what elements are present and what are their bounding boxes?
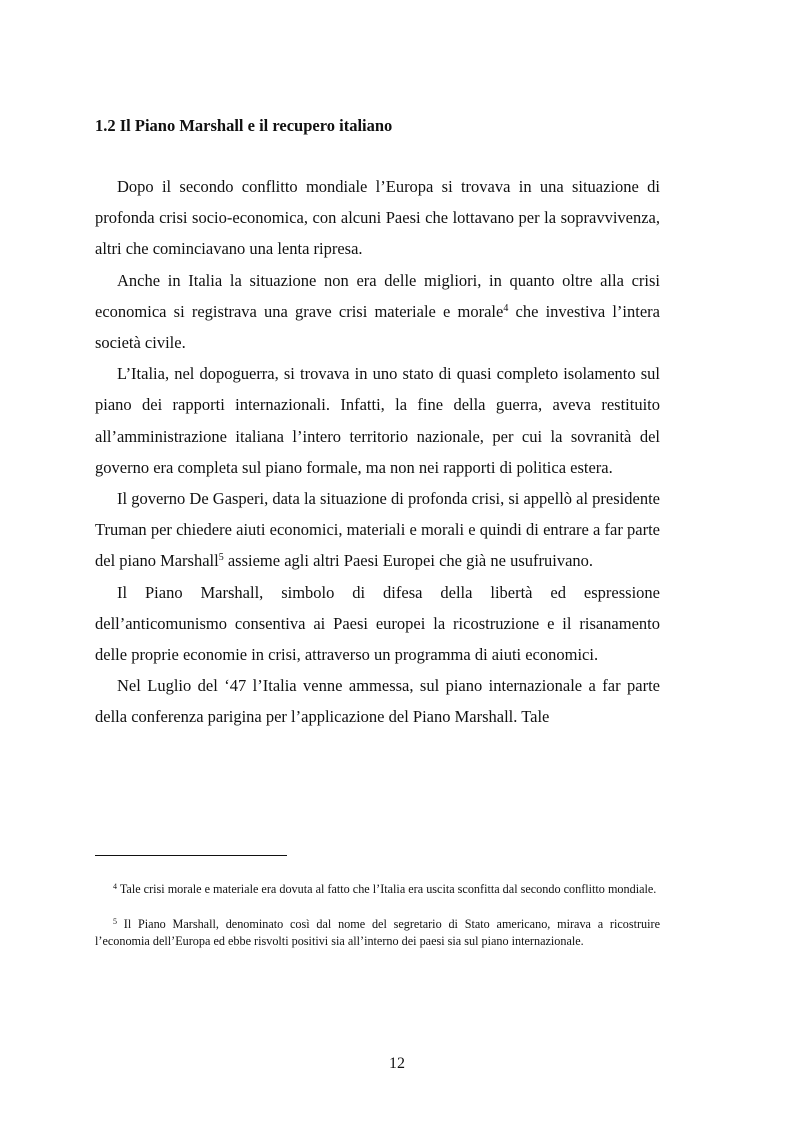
paragraph-text: Il governo De Gasperi, data la situazione di profonda crisi, si appellò al presidente Truman per chiedere aiuti economici, materiali e morali e quindi di entrare a far parte del piano Marshall [95, 489, 660, 571]
footnotes [95, 881, 660, 968]
footnote-number: 5 [113, 917, 117, 926]
footnote-reference[interactable]: 5 [218, 552, 224, 564]
footnote-number: 4 [113, 882, 117, 891]
paragraph: Dopo il secondo conflitto mondiale l’Europa si trovava in una situazione di profonda crisi socio-economica, con alcuni Paesi che lottavano per la sopravvivenza, altri che cominciavano una lenta ripresa. [95, 177, 660, 259]
paragraph-text: assieme agli altri Paesi Europei che già ne usufruivano. [223, 551, 594, 571]
page-number: 12 [389, 1055, 405, 1072]
section-heading: 1.2 Il Piano Marshall e il recupero italiano [95, 116, 393, 135]
footnote-text: Il Piano Marshall, denominato così dal nome del segretario di Stato americano, mirava a ricostruire l’economia dell’Europa ed ebbe risvolti positivi sia all’interno dei paesi sia sul piano internazionale. [95, 917, 660, 948]
paragraph [95, 265, 660, 359]
paragraph-text: che investiva l’intera società civile. [95, 301, 660, 353]
footnote-text: Tale crisi morale e materiale era dovuta al fatto che l’Italia era uscita sconfitta dal secondo conflitto mondiale. [117, 882, 657, 896]
paragraph-text: Anche in Italia la situazione non era delle migliori, in quanto oltre alla crisi economica si registrava una grave crisi materiale e morale [95, 270, 660, 321]
paragraph: Nel Luglio del ‘47 l’Italia venne ammessa, sul piano internazionale a far parte della conferenza parigina per l’applicazione del Piano Marshall. Tale [95, 676, 660, 727]
body-text [95, 171, 660, 733]
paragraph: L’Italia, nel dopoguerra, si trovava in uno stato di quasi completo isolamento sul piano dei rapporti internazionali. Infatti, la fine della guerra, aveva restituito all’amministrazione italiana l’intero territorio nazionale, per cui la sovranità del governo era completa sul piano formale, ma non nei rapporti di politica estera. [95, 364, 660, 477]
footnote-reference[interactable]: 4 [503, 302, 509, 314]
paragraph [95, 483, 660, 577]
footnote-divider [95, 855, 287, 856]
footnote [95, 881, 660, 898]
paragraph: Il Piano Marshall, simbolo di difesa della libertà ed espressione dell’anticomunismo consentiva ai Paesi europei la ricostruzione e il risanamento delle proprie economie in crisi, attraverso un programma di aiuti economici. [95, 582, 660, 665]
footnote [95, 916, 660, 950]
